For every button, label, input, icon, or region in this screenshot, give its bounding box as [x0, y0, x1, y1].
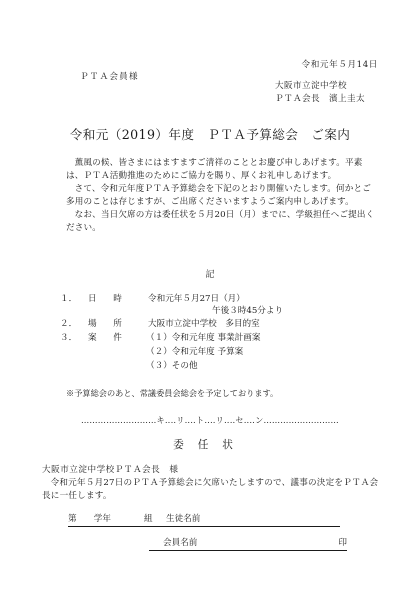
member-name-field[interactable]: [149, 537, 347, 551]
agenda-item: （１）令和元年度 事業計画案: [146, 333, 261, 343]
grade-label: 第 学年: [68, 514, 111, 524]
document-title: 令和元（2019）年度 ＰＴＡ予算総会 ご案内: [69, 127, 351, 142]
detail-place-number: ２．: [60, 319, 78, 329]
proxy-statement: 令和元年５月27日のＰＴＡ予算総会に欠席いたしますので、議事の決定をＰＴＡ会長に一任します。: [42, 478, 379, 501]
detail-agenda-number: ３．: [60, 333, 78, 343]
detail-agenda-label: 案 件: [88, 333, 126, 343]
proxy-addressee: 大阪市立淀中学校ＰＴＡ会長 様: [42, 465, 179, 475]
detail-date-row: [60, 292, 245, 304]
ki-heading: 記: [205, 270, 215, 280]
detail-place-label: 場 所: [88, 319, 126, 329]
student-name-label: 生徒名前: [166, 514, 201, 524]
detail-date-value: 令和元年５月27日（月）: [148, 294, 245, 304]
detail-place-row: [60, 317, 260, 329]
class-label: 組: [144, 514, 153, 524]
detail-time-value: 午後３時45分より: [212, 306, 284, 316]
student-info-field[interactable]: [68, 513, 340, 527]
detail-date-label: 日 時: [88, 294, 126, 304]
letter-body: [66, 157, 378, 234]
agenda-item: （３）その他: [146, 361, 198, 371]
cut-line: ………………………キ‥‥リ‥‥ト‥‥リ‥‥セ‥‥ン………………………: [81, 415, 339, 425]
sender-block: [275, 80, 365, 106]
member-name-label: 会員名前: [163, 538, 198, 548]
announcement-paragraph: さて、令和元年度ＰＴＡ予算総会を下記のとおり開催いたします。何かとご多用のことは存じますが、ご出席くださいますようご案内申しあげます。: [66, 183, 372, 207]
proxy-body: [42, 477, 382, 503]
sender-school: 大阪市立淀中学校: [275, 81, 347, 91]
document-date: 令和元年５月14日: [301, 60, 378, 70]
note-text: ※予算総会のあと、常議委員会総会を予定しております。: [66, 388, 279, 398]
detail-agenda-row: [60, 331, 148, 343]
sender-name: ＰＴＡ会長 濱上圭太: [275, 94, 365, 104]
detail-date-number: １．: [60, 294, 78, 304]
agenda-item: （２）令和元年度 予算案: [146, 347, 244, 357]
proxy-title: 委任状: [173, 439, 247, 451]
greeting-paragraph: 薫風の候、皆さまにはますますご清祥のこととお慶び申しあげます。平素は、ＰＴＡ活動推進のためにご協力を賜り、厚くお礼申しあげます。: [66, 158, 363, 181]
detail-place-value: 大阪市立淀中学校 多目的室: [148, 319, 260, 329]
addressee: ＰＴＡ会員様: [80, 72, 139, 82]
absence-paragraph: なお、当日欠席の方は委任状を５月20日（月）までに、学級担任へご提出ください。: [66, 209, 375, 233]
seal-mark: 印: [338, 538, 347, 548]
